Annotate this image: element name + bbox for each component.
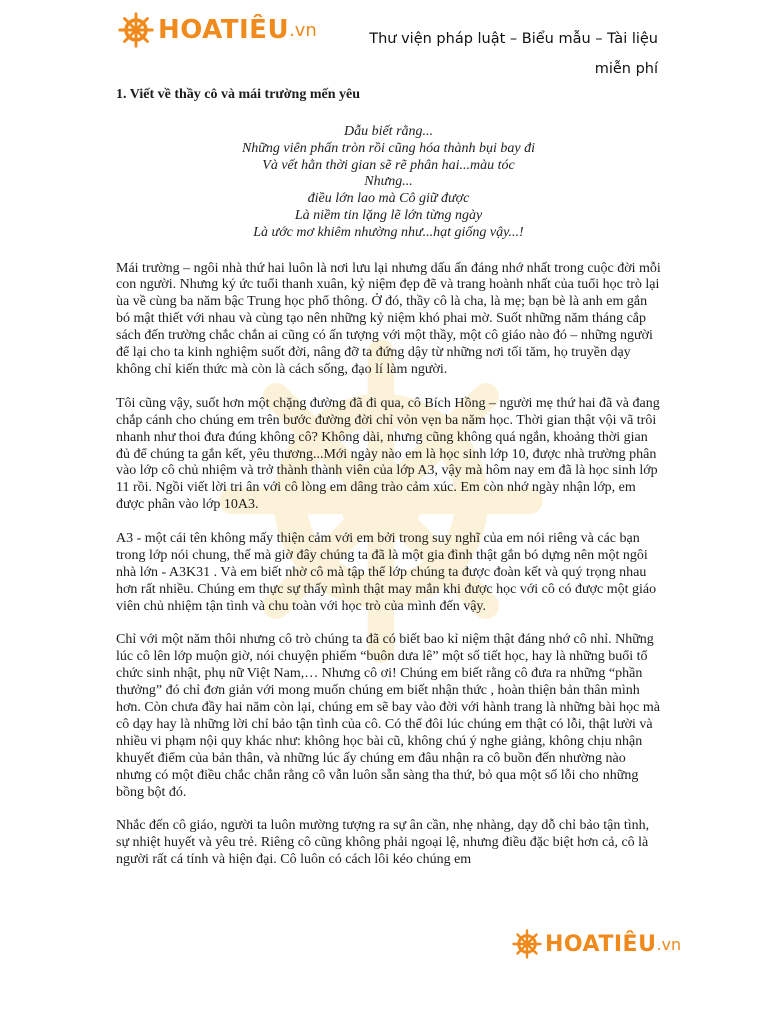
- ship-wheel-icon: [512, 929, 542, 959]
- logo-tld: .vn: [289, 19, 317, 41]
- paragraph: Nhắc đến cô giáo, người ta luôn mường tượng ra sự ân cần, nhẹ nhàng, dạy dỗ chỉ bảo tận tình, sự nhiệt huyết và yêu trẻ. Riêng cô cũng không phải ngoại lệ, nhưng điều đặc biệt hơn cả, cô là người rất cá tính và hiện đại. Cô luôn có cách lôi kéo chúng em: [116, 818, 650, 868]
- ship-wheel-icon: [118, 12, 154, 48]
- site-tagline: Thư viện pháp luật – Biểu mẫu – Tài liệu miễn phí: [369, 31, 658, 77]
- poem-line: Và vết hằn thời gian sẽ rẽ phân hai...màu tóc: [262, 157, 515, 173]
- poem-line: Là ước mơ khiêm nhường như...hạt giống vậy...!: [253, 224, 524, 240]
- page-header: [0, 0, 768, 90]
- paragraph: A3 - một cái tên không mấy thiện cảm với em bởi trong suy nghĩ của em nói riêng và các bạn trong lớp nói chung, thế mà giờ đây chúng ta đã là một gia đình thật gắn bó dựng nên một ngôi nhà lớn - A3K31 . Và em biết nhờ cô mà tập thể lớp chúng ta được đoàn kết và quý trọng nhau hơn rất nhiều. Chúng em thực sự thấy mình thật may mắn khi được học với cô có được một giáo viên chủ nhiệm tận tình và chu toàn với học trò của mình đến vậy.: [116, 531, 657, 614]
- logo-brand: HOATIÊU: [158, 15, 290, 45]
- hoatieu-logo[interactable]: [118, 12, 317, 48]
- poem-line: điều lớn lao mà Cô giữ được: [307, 191, 470, 207]
- logo-tld: .vn: [656, 934, 682, 954]
- logo-brand: HOATIÊU: [545, 931, 657, 957]
- paragraph: Tôi cũng vậy, suốt hơn một chặng đường đã đi qua, cô Bích Hồng – người mẹ thứ hai đã và đang chắp cánh cho chúng em trên bước đường đời chỉ vỏn vẹn ba năm học. Thời gian thật vội vã trôi nhanh như thoi đưa đúng không cô? Không dài, nhưng cũng không quá ngắn, khoảng thời gian đủ để chúng ta gắn kết, yêu thương...Mới ngày nào em là học sinh lớp 10, được nhà trường phân vào lớp cô chủ nhiệm và trở thành thành viên của lớp A3, vậy mà hôm nay em đã là học sinh lớp 11 rồi. Ngồi viết lời tri ân với cô lòng em dâng trào cảm xúc. Em còn nhớ ngày nhận lớp, em được phân vào lớp 10A3.: [116, 395, 660, 513]
- paragraph: Mái trường – ngôi nhà thứ hai luôn là nơi lưu lại nhưng dấu ấn đáng nhớ nhất trong cuộc đời mỗi con người. Nhưng ký ức tuổi thanh xuân, kỷ niệm đẹp đẽ và trang hoành nhất của tuổi học trò lại ùa về cùng ba năm bậc Trung học phổ thông. Ở đó, thầy cô là cha, là mẹ; bạn bè là anh em gắn bó mật thiết với nhau và cùng tạo nên những kỷ niệm khó phai mờ. Suốt những năm tháng cắp sách đến trường chắc chắn ai cũng có ấn tượng với một thầy, một cô giáo nào đó – những người để lại cho ta kinh nghiệm suốt đời, nâng đỡ ta đứng dậy từ những nơi tối tăm, họ truyền dạy không chỉ kiến thức mà còn là cách sống, đạo lí làm người.: [116, 260, 661, 378]
- poem-line: Là niềm tin lặng lẽ lớn từng ngày: [294, 207, 483, 223]
- poem: [116, 124, 661, 242]
- article-body: [116, 86, 661, 886]
- hoatieu-footer-logo[interactable]: [512, 929, 681, 959]
- poem-line: Nhưng...: [364, 174, 413, 190]
- paragraph: Chỉ với một năm thôi nhưng cô trò chúng ta đã có biết bao kỉ niệm thật đáng nhớ cô nhỉ. Những lúc cô lên lớp muộn giờ, nói chuyện phiếm “buôn dưa lê” một số tiết học, hay là những buổi tổ chức sinh nhật, phụ nữ Việt Nam,… Nhưng cô ơi! Chúng em biết rằng cô đưa ra những “phần thưởng” đó chỉ đơn giản với mong muốn chúng em biết nhận thức , hoàn thiện bản thân mình hơn. Còn chưa đầy hai năm còn lại, chúng em sẽ bay vào đời với hành trang là những bài học mà cô dạy hay là những lời chỉ bảo tận tình của cô. Có thể đôi lúc chúng em thật có lỗi, thật lười và nhiều vi phạm nội quy khác như: không học bài cũ, không chú ý nghe giảng, không chịu nhận khuyết điểm của bản thân, và những lúc ấy chúng em đâu nhận ra cô buồn đến nhường nào nhưng có một điều chắc chắn rằng cô vẫn luôn sẵn sàng tha thứ, bỏ qua một số lỗi cho những bồng bột đó.: [116, 632, 660, 800]
- poem-line: Dẫu biết rằng...: [343, 124, 434, 139]
- article-heading: 1. Viết về thầy cô và mái trường mến yêu: [116, 87, 361, 102]
- poem-line: Những viên phấn tròn rồi cũng hóa thành bụi bay đi: [241, 140, 536, 156]
